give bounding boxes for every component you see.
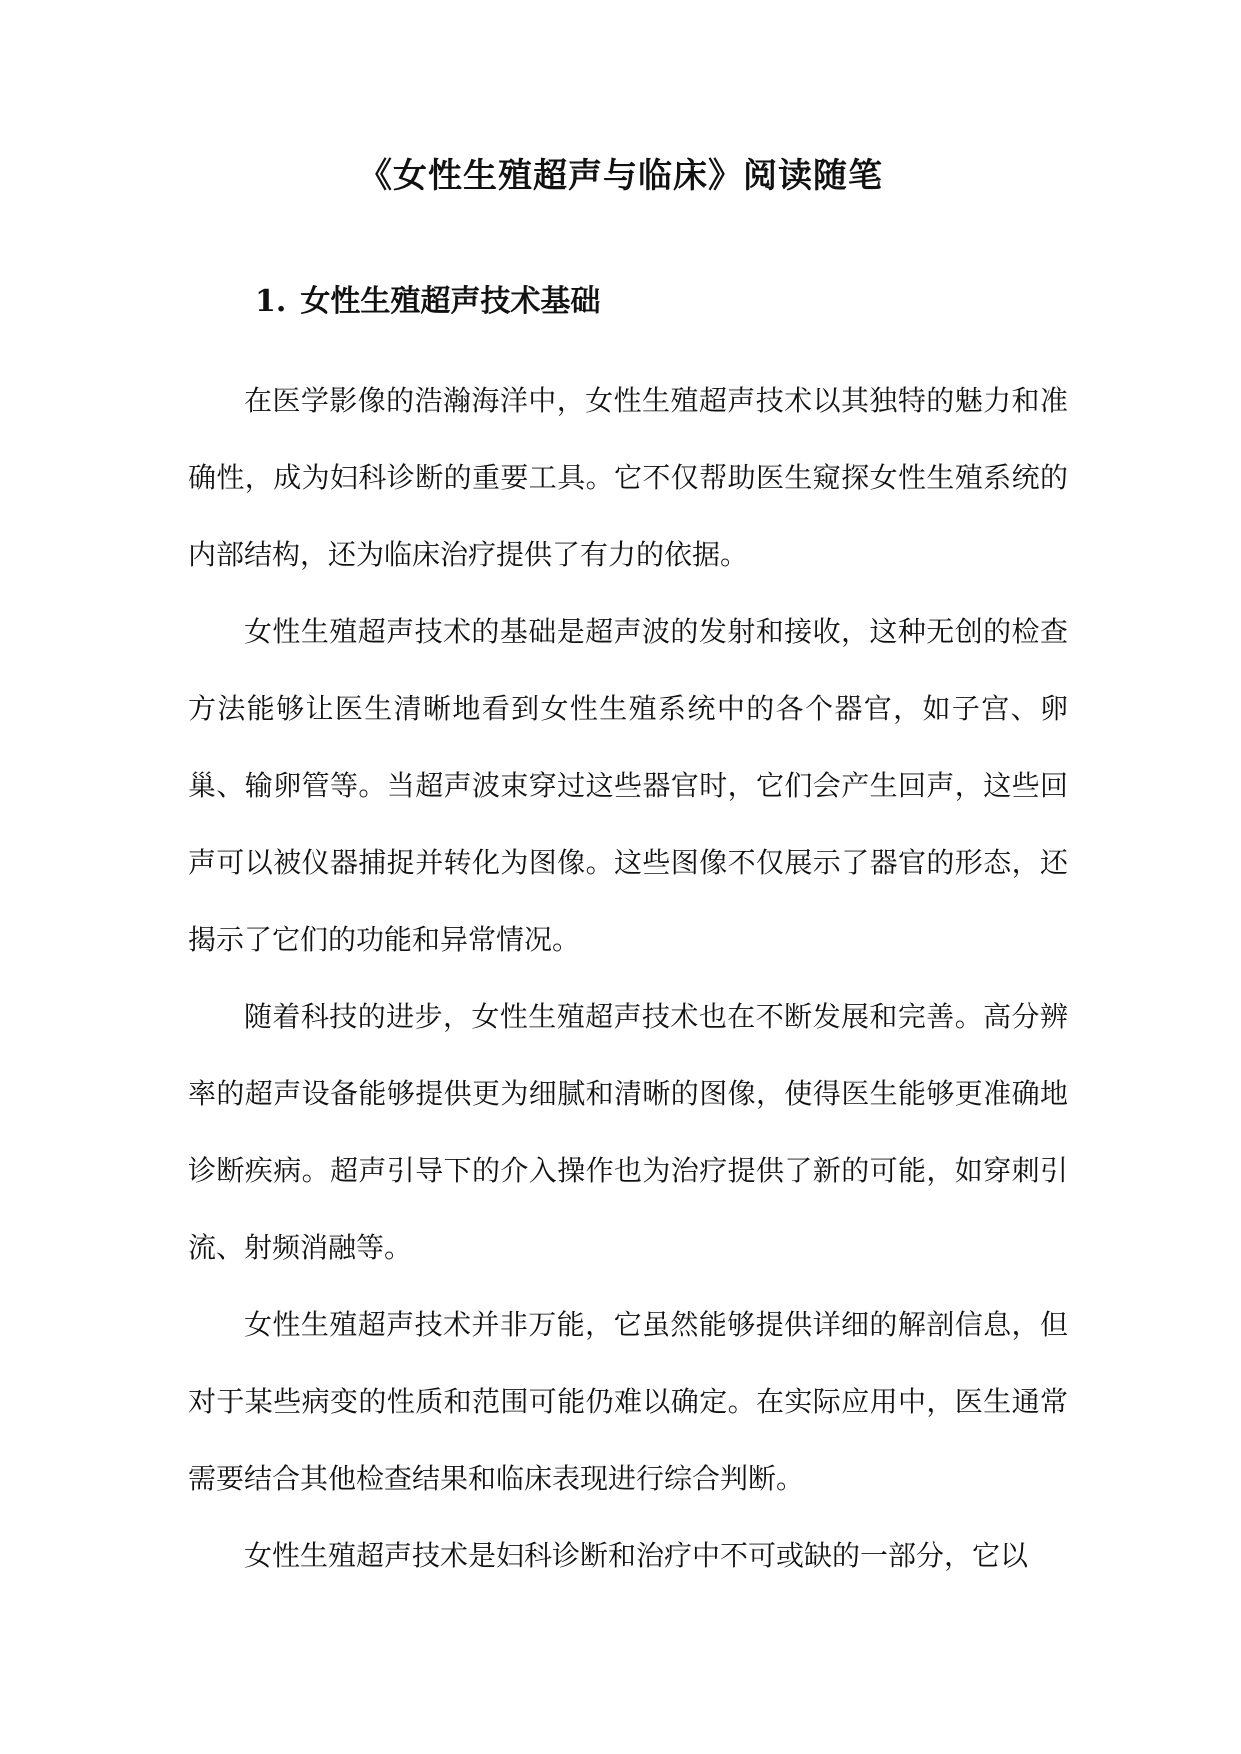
paragraph-1: 在医学影像的浩瀚海洋中，女性生殖超声技术以其独特的魅力和准确性，成为妇科诊断的重要工具。它不仅帮助医生窥探女性生殖系统的内部结构，还为临床治疗提供了有力的依据。 — [188, 384, 1068, 571]
section-title: 女性生殖超声技术基础 — [300, 284, 601, 319]
body-text — [188, 362, 1068, 1594]
paragraph-3: 随着科技的进步，女性生殖超声技术也在不断发展和完善。高分辨率的超声设备能够提供更为细腻和清晰的图像，使得医生能够更准确地诊断疾病。超声引导下的介入操作也为治疗提供了新的可能，如穿刺引流、射频消融等。 — [188, 1000, 1068, 1264]
section-number: 1. — [255, 284, 287, 319]
section-heading — [255, 280, 600, 324]
paragraph-2: 女性生殖超声技术的基础是超声波的发射和接收，这种无创的检查方法能够让医生清晰地看到女性生殖系统中的各个器官，如子宫、卵巢、输卵管等。当超声波束穿过这些器官时，它们会产生回声，这些回声可以被仪器捕捉并转化为图像。这些图像不仅展示了器官的形态，还揭示了它们的功能和异常情况。 — [188, 615, 1068, 956]
paragraph-4: 女性生殖超声技术并非万能，它虽然能够提供详细的解剖信息，但对于某些病变的性质和范围可能仍难以确定。在实际应用中，医生通常需要结合其他检查结果和临床表现进行综合判断。 — [188, 1308, 1068, 1495]
paragraph-5: 女性生殖超声技术是妇科诊断和治疗中不可或缺的一部分，它以 — [244, 1539, 1029, 1572]
document-title: 《女性生殖超声与临床》阅读随笔 — [358, 156, 883, 196]
